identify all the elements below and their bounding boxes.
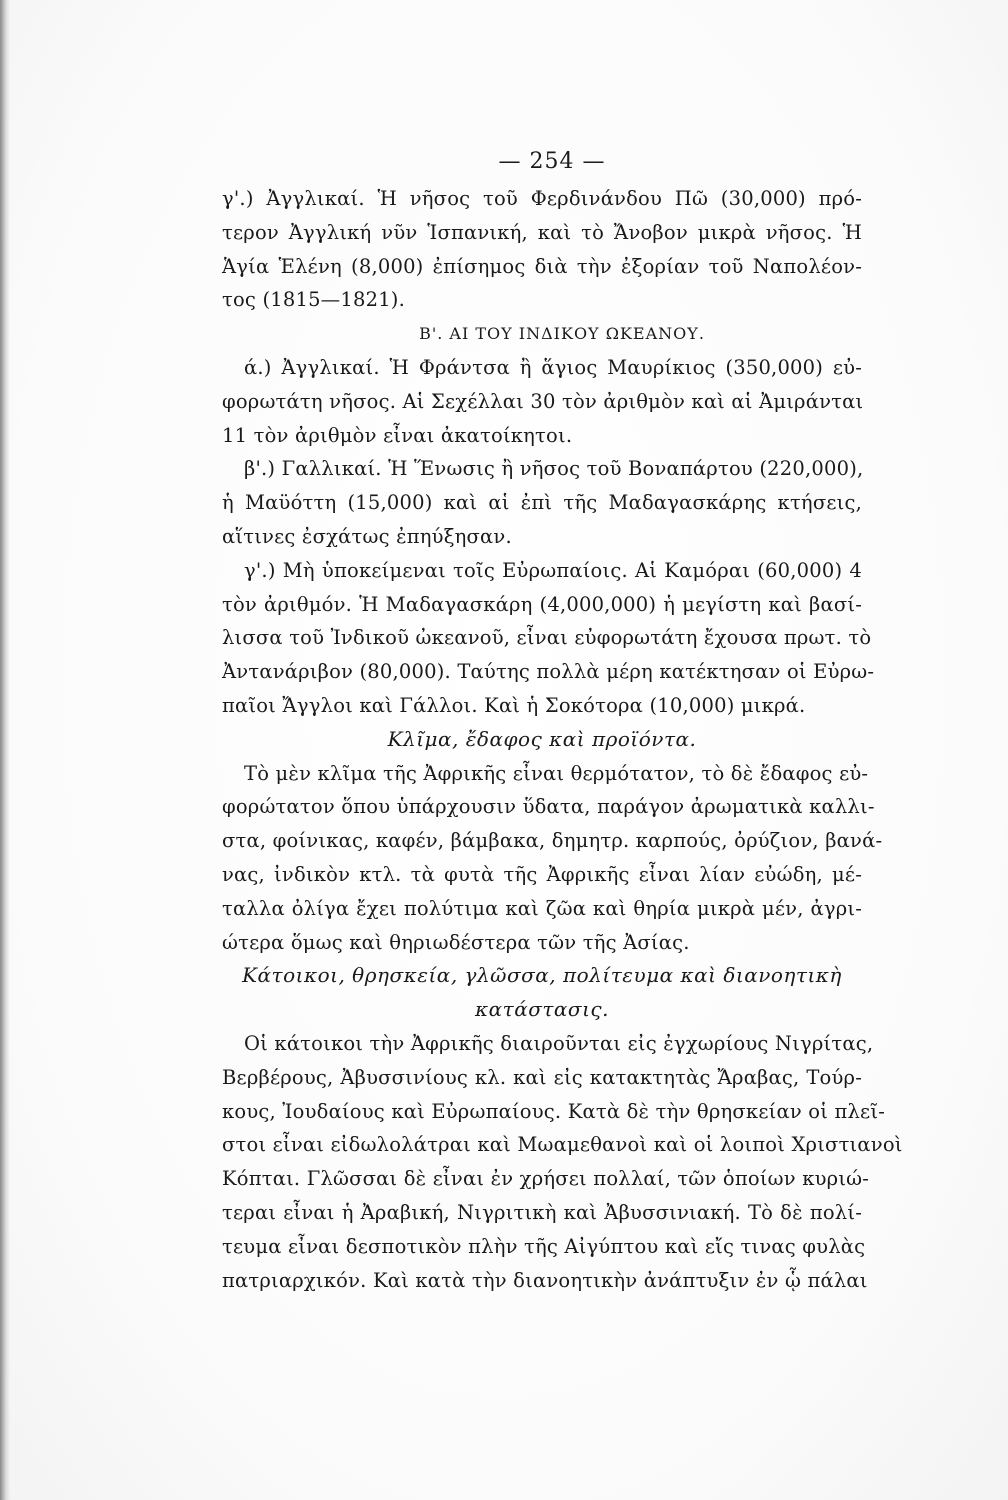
text-line: Ἀντανάριβον (80,000). Ταύτης πολλὰ μέρη κατέκτησαν οἱ Εὐρω-	[222, 660, 875, 684]
text-line: Κόπται. Γλῶσσαι δὲ εἶναι ἐν χρήσει πολλαί, τῶν ὁποίων κυριώ-	[222, 1167, 870, 1191]
text-line: φορωτάτη νῆσος. Αἱ Σεχέλλαι 30 τὸν ἀριθμὸν καὶ αἱ Ἀμιράνται	[222, 389, 864, 413]
text-line: νας, ἰνδικὸν κτλ. τὰ φυτὰ τῆς Ἀφρικῆς εἶναι λίαν εὐώδη, μέ-	[222, 862, 862, 886]
text-line: Βερβέρους, Ἀβυσσινίους κλ. καὶ εἰς κατακτητὰς Ἄραβας, Τούρ-	[222, 1065, 862, 1089]
text-line: τὸν ἀριθμόν. Ἡ Μαδαγασκάρη (4,000,000) ἡ μεγίστη καὶ βασί-	[222, 592, 862, 616]
text-line: αἵτινες ἐσχάτως ἐπηύξησαν.	[222, 524, 512, 548]
text-line: ταλλα ὀλίγα ἔχει πολύτιμα καὶ ζῶα καὶ θηρία μικρὰ μέν, ἀγρι-	[222, 896, 862, 920]
page-number: — 254 —	[498, 149, 606, 174]
text-line: γ'.) Ἀγγλικαί. Ἡ νῆσος τοῦ Φερδινάνδου Πῶ (30,000) πρό-	[222, 187, 862, 210]
text-line: στοι εἶναι εἰδωλολάτραι καὶ Μωαμεθανοὶ καὶ οἱ λοιποὶ Χριστιανοὶ	[222, 1133, 903, 1157]
text-line: Τὸ μὲν κλῖμα τῆς Ἀφρικῆς εἶναι θερμότατον, τὸ δὲ ἔδαφος εὐ-	[244, 761, 869, 785]
text-line: κους, Ἰουδαίους καὶ Εὐρωπαίους. Κατὰ δὲ τὴν θρησκείαν οἱ πλεῖ-	[222, 1099, 885, 1123]
subsection-heading: Κάτοικοι, θρησκεία, γλῶσσα, πολίτευμα καὶ διανοητικὴ	[242, 963, 842, 988]
text-line: στα, φοίνικας, καφέν, βάμβακα, δημητρ. καρπούς, ὀρύζιον, βανά-	[222, 829, 883, 853]
text-line: τος (1815—1821).	[222, 288, 406, 312]
text-line: β'.) Γαλλικαί. Ἡ Ἕνωσις ἢ νῆσος τοῦ Βοναπάρτου (220,000),	[244, 457, 864, 481]
text-line: λισσα τοῦ Ἰνδικοῦ ὠκεανοῦ, εἶναι εὐφορωτάτη ἔχουσα πρωτ. τὸ	[222, 626, 872, 650]
text-line: γ'.) Μὴ ὑποκείμεναι τοῖς Εὐρωπαίοις. Αἱ Καμόραι (60,000) 4	[244, 558, 862, 582]
text-line: τευμα εἶναι δεσποτικὸν πλὴν τῆς Αἰγύπτου καὶ εἴς τινας φυλὰς	[222, 1234, 866, 1258]
text-line: παῖοι Ἄγγλοι καὶ Γάλλοι. Καὶ ἡ Σοκότορα (10,000) μικρά.	[222, 693, 806, 717]
subsection-heading: κατάστασις.	[475, 997, 609, 1022]
text-line: 11 τὸν ἀριθμὸν εἶναι ἀκατοίκητοι.	[222, 423, 573, 447]
text-line: τερον Ἀγγλική νῦν Ἱσπανική, καὶ τὸ Ἄνοβον μικρὰ νῆσος. Ἡ	[222, 220, 862, 244]
text-line: πατριαρχικόν. Καὶ κατὰ τὴν διανοητικὴν ἀνάπτυξιν ἐν ᾧ πάλαι	[222, 1268, 868, 1292]
page-body	[222, 182, 903, 1297]
subsection-heading: Κλῖμα, ἔδαφος καὶ προϊόντα.	[387, 726, 697, 751]
page-binding-shadow	[0, 0, 10, 1500]
text-line: τεραι εἶναι ἡ Ἀραβική, Νιγριτικὴ καὶ Ἀβυσσινιακή. Τὸ δὲ πολί-	[222, 1200, 862, 1224]
text-line: Οἱ κάτοικοι τὴν Ἀφρικῆς διαιροῦνται εἰς ἐγχωρίους Νιγρίτας,	[244, 1031, 874, 1055]
section-heading: Β'. ΑΙ ΤΟΥ ΙΝΔΙΚΟΥ ΩΚΕΑΝΟΥ.	[419, 324, 705, 344]
text-line: φορώτατον ὅπου ὑπάρχουσιν ὕδατα, παράγον ἀρωματικὰ καλλι-	[222, 795, 875, 819]
page-text-block	[222, 142, 903, 1297]
text-line: ά.) Ἀγγλικαί. Ἡ Φράντσα ἢ ἅγιος Μαυρίκιος (350,000) εὐ-	[244, 355, 862, 379]
text-line: Ἁγία Ἑλένη (8,000) ἐπίσημος διὰ τὴν ἐξορίαν τοῦ Ναπολέον-	[222, 254, 862, 278]
text-line: ώτερα ὅμως καὶ θηριωδέστερα τῶν τῆς Ἀσίας.	[222, 930, 690, 954]
text-line: ἡ Μαϋόττη (15,000) καὶ αἱ ἐπὶ τῆς Μαδαγασκάρης κτήσεις,	[222, 491, 862, 515]
